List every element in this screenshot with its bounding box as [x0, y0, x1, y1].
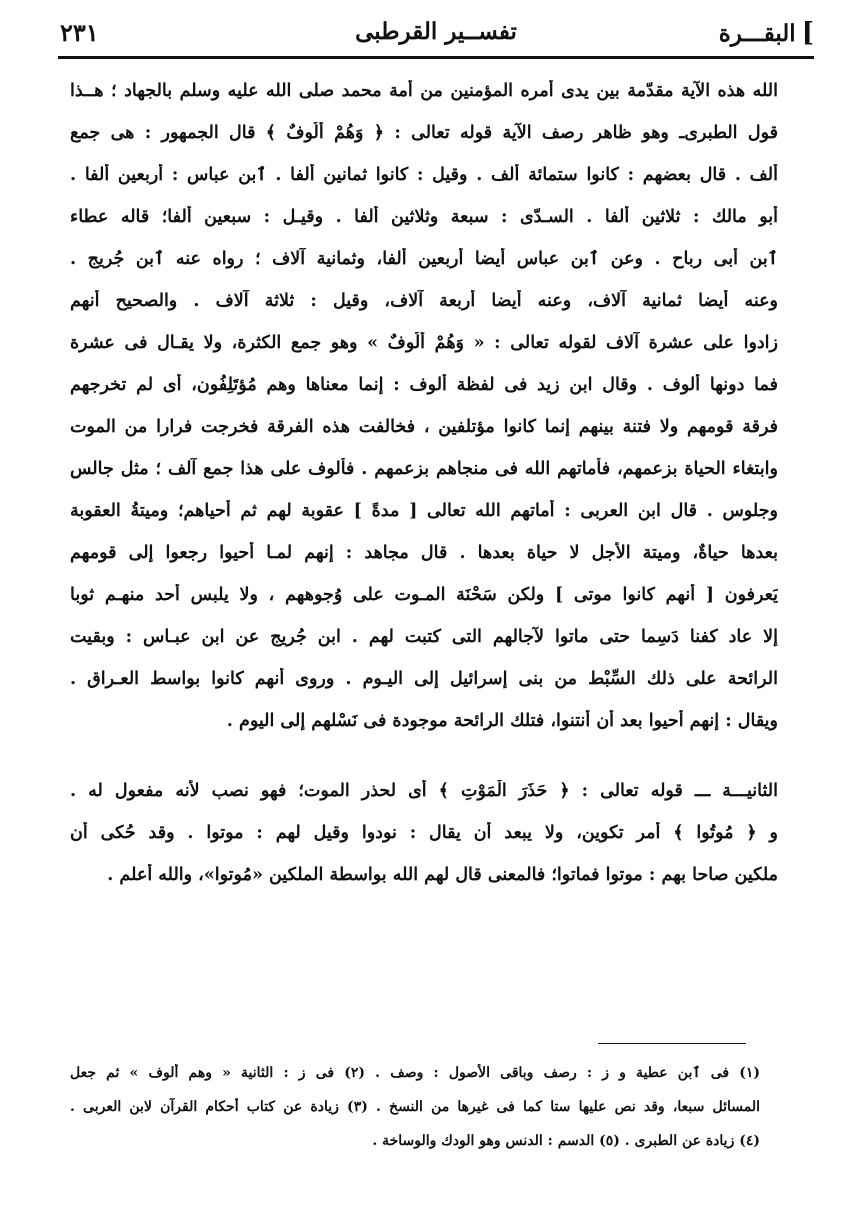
- footnotes: [70, 1064, 760, 1166]
- text-line: الثانيـــة ـــ قوله تعالى : ﴿ حَذَرَ الْمَوْتِ ﴾ أى لحذر الموت؛ فهو نصب لأنه مفعول له .: [70, 781, 778, 801]
- text-line: فرقة قومهم ولا فتنة بينهم إنما كانوا مؤتلفين ، فخالفت هذه الفرقة فخرجت فرارا من الموت: [70, 417, 778, 437]
- page-header: [58, 10, 814, 54]
- main-text: [70, 80, 778, 906]
- header-bracket: ]: [801, 18, 814, 48]
- text-line: أبو مالك : ثلاثين ألفا . السـدّى : سبعة وثلاثين ألفا . وقيـل : سبعين ألفا؛ قاله عطاء: [70, 207, 778, 227]
- text-line: وابتغاء الحياة بزعمهم، فأماتهم الله فى منجاهم بزعمهم . فألوف على هذا جمع آلف ؛ مثل جالس: [70, 459, 778, 479]
- text-line: ملكين صاحا بهم : موتوا فماتوا؛ فالمعنى قال لهم الله بواسطة الملكين «مُوتوا»، والله أعلم .: [107, 865, 778, 885]
- text-line: الرائحة على ذلك السِّبْط من بنى إسرائيل إلى اليـوم . وروى أنهم كانوا بواسط العـراق .: [70, 669, 778, 689]
- text-line: زادوا على عشرة آلاف لقوله تعالى : « وَهُمْ أُلُوفٌ » وهو جمع الكثرة، ولا يقـال فى عشرة: [70, 333, 778, 353]
- text-line: ٱبن أبى رباح . وعن ٱبن عباس أيضا أربعين ألفا، وثمانية آلاف ؛ رواه عنه ٱبن جُريج .: [70, 249, 778, 269]
- text-line: قول الطبرى‌ـ وهو ظاهر رصف الآية قوله تعالى : ﴿ وَهُمْ أُلُوفٌ ﴾ قال الجمهور : هى جمع: [70, 123, 778, 143]
- sura-name: البقـــرة: [718, 20, 796, 47]
- text-line: وعنه أيضا ثمانية آلاف، وعنه أيضا أربعة آلاف، وقيل : ثلاثة آلاف . والصحيح أنهم: [70, 291, 778, 311]
- footnote-line: المسائل سبعا، وقد نص عليها ستا كما فى غيرها من النسخ . (٣) زيادة عن كتاب أحكام القرآن لابن العربى .: [70, 1099, 760, 1115]
- text-line: إلا عاد كفنا دَسِما حتى ماتوا لآجالهم التى كتبت لهم . ابن جُريج عن ابن عبـاس : وبقيت: [70, 627, 778, 647]
- paragraph-gap: [70, 752, 778, 780]
- book-title: تفســير القرطبى: [355, 18, 517, 45]
- text-line: و ﴿ مُوتُوا ﴾ أمر تكوين، ولا يبعد أن يقال : نودوا وقيل لهم : موتوا . وقد حُكى أن: [70, 823, 778, 843]
- text-line: الله هذه الآية مقدّمة بين يدى أمره المؤمنين من أمة محمد صلى الله عليه وسلم بالجهاد ؛ هــذا: [70, 81, 778, 101]
- footnote-line: (١) فى ٱبن عطية و ز : رصف وباقى الأصول : وصف . (٢) فى ز : الثانية « وهم ألوف » ثم جعل: [70, 1065, 760, 1081]
- page-number: ٢٣١: [60, 18, 99, 47]
- text-line: وجلوس . قال ابن العربى : أماتهم الله تعالى [ مدةً ] عقوبة لهم ثم أحياهم؛ وميتةُ العقوبة: [70, 501, 778, 521]
- text-line: ويقال : إنهم أحيوا بعد أن أنتنوا، فتلك الرائحة موجودة فى نَسْلهم إلى اليوم .: [226, 711, 778, 731]
- text-line: ألف . قال بعضهم : كانوا ستمائة ألف . وقيل : كانوا ثمانين ألفا . ٱبن عباس : أربعين ألفا .: [70, 165, 778, 185]
- text-line: يَعرفون [ أنهم كانوا موتى ] ولكن سَحْنَة المـوت على وُجوههم ، ولا يلبس أحد منهـم ثوبا: [70, 585, 778, 605]
- header-rule: [58, 56, 814, 59]
- text-line: فما دونها ألوف . وقال ابن زيد فى لفظة ألوف : إنما معناها وهم مُؤتَلِفُون، أى لم تخرجهم: [70, 375, 778, 395]
- text-line: بعدها حياةٌ، وميتة الأجل لا حياة بعدها . قال مجاهد : إنهم لمـا أُحيوا رجعوا إلى قومهم: [70, 543, 778, 563]
- footnotes-rule: [598, 1043, 746, 1044]
- footnote-line: (٤) زيادة عن الطبرى . (٥) الدسم : الدنس وهو الودك والوساخة .: [372, 1133, 760, 1149]
